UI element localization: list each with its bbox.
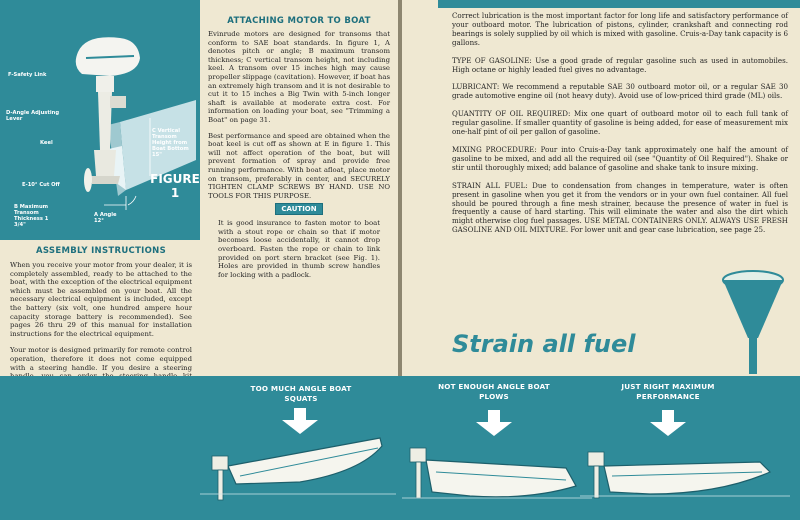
assembly-paragraph-2: Your motor is designed primarily for remote control operation, therefore it does not come equipped with a steering handle. If you desire a steering (10, 346, 192, 372)
callout-keel: Keel (40, 140, 53, 146)
down-arrow-icon (282, 408, 686, 436)
figure-1-panel (0, 0, 200, 240)
boat-just-right (580, 452, 790, 498)
boat-plows (402, 448, 592, 498)
callout-transom-thickness: B Maximum Transom Thickness 1 3/4" (14, 204, 49, 228)
attaching-paragraph-2: Best performance and speed are obtained when the boat keel is cut off as shown at E in figure 1. This will not affect operation of the boat, but will prevent formation of spray and provide free running performance. With boat afloat, place motor on transom, preferably in center, and SECURELY TIGHTEN CLAMP SCREWS BY HAND. USE NO TOOLS FOR THIS PURPOSE. (208, 131, 390, 200)
figure-label: FIGURE 1 (150, 172, 200, 200)
callout-angle-lever: D-Angle Adjusting Lever (6, 110, 60, 122)
attaching-heading: ATTACHING MOTOR TO BOAT (227, 16, 371, 26)
callout-safety-link: F-Safety Link (8, 72, 47, 78)
boat-trim-illustrations (0, 376, 800, 520)
lubricant-paragraph: LUBRICANT: We recommend a reputable SAE 30 outboard motor oil, or a regular SAE 30 grade automotive engine oil (not heavy duty). Avoid use of low-priced third grade (ML) oils. (452, 82, 788, 101)
lubrication-text (452, 0, 788, 244)
callout-transom-height: C Vertical Transom Height from Boat Bottom 15" (152, 128, 189, 158)
callout-cut-off: E-10° Cut Off (22, 182, 60, 188)
gasoline-paragraph: TYPE OF GASOLINE: Use a good grade of regular gasoline such as used in automobiles. High octane or highly leaded fuel gives no advantage. (452, 55, 788, 74)
lubrication-heading-bar (438, 0, 800, 8)
assembly-paragraph-1: When you receive your motor from your dealer, it is completely assembled, ready to be attached to the boat, with the exception of the electrical equipment which must be assembled on your boat. All the necessary electrical equipment is included, except the battery (six volt, one hundred ampere hour capacity storage battery is recommended). See pages 26 thru 29 of this manual for installation instructions for the electrical equipment. (10, 261, 192, 338)
plows-caption: NOT ENOUGH ANGLE BOAT PLOWS (438, 382, 550, 401)
right-caption: JUST RIGHT MAXIMUM PERFORMANCE (621, 382, 715, 401)
caution-paragraph: It is good insurance to fasten motor to boat with a stout rope or chain so that if motor becomes loose accidentally, it cannot drop overboard. Fasten the rope or chain to link provided on port stern bracket (see Fig. 1). Holes are provided in thumb screw handles for locking with a padlock. (218, 219, 380, 279)
mixing-paragraph: MIXING PROCEDURE: Pour into Cruis-a-Day tank approximately one half the amount of gasoline to be mixed, and add all the required oil (see "Quantity of Oil Required"). Shake or stir until thoroughly mixed; add balance of gasoline and shake tank to insure mixing. (452, 144, 788, 172)
trim-angle-band (0, 376, 800, 520)
strain-fuel-title: Strain all fuel (452, 330, 636, 358)
boat-squats (200, 438, 396, 500)
oil-quantity-paragraph: QUANTITY OF OIL REQUIRED: Mix one quart of outboard motor oil to each full tank of regular gasoline. If smaller quantity of gasoline is being added, for ease of measurement mix one-half pint of oil per gallon of gasoline. (452, 109, 788, 137)
lubrication-paragraph-1: Correct lubrication is the most important factor for long life and satisfactory performance of your outboard motor. The lubrication of pistons, cylinder, crankshaft and connecting rod bearings is solely supplied by oil which is mixed with gasoline. Cruis-a-Day tank capacity is 6 gallons. (452, 11, 788, 47)
assembly-heading: ASSEMBLY INSTRUCTIONS (36, 246, 166, 256)
funnel-icon (718, 268, 788, 380)
attaching-paragraph-1: Evinrude motors are designed for transoms that conform to SAE boat standards. In figure 1, A denotes pitch or angle; B maximum transom thickness; C vertical transom height, not including keel. A transom over 15 inches high may cause propeller slippage (cavitation). However, if boat has an extremely high transom and it is not desirable to cut it to 15 inches a Big Twin with 5-inch longer shaft is available at moderate extra cost. For information on loading your boat, see "Trimming a Boat" on page 31. (208, 30, 390, 124)
callout-angle: A Angle 12° (94, 212, 117, 224)
attaching-column (202, 0, 398, 378)
strain-paragraph: STRAIN ALL FUEL: Due to condensation from changes in temperature, water is often present in gasoline when you get it from the vendors or in your own fuel container. All fuel should be poured through a fine mesh strainer, because the presence of water in fuel is frequently a cause of hard starting. This will eliminate the water and also the dirt which might otherwise clog fuel passages. USE METAL CONTAINERS ONLY. ALWAYS USE FRESH GASOLINE AND OIL MIXTURE. For lower unit and gear case lubrication, see page 25. (452, 180, 788, 235)
squats-caption: TOO MUCH ANGLE BOAT SQUATS (250, 384, 352, 403)
caution-label: CAUTION (275, 203, 323, 215)
